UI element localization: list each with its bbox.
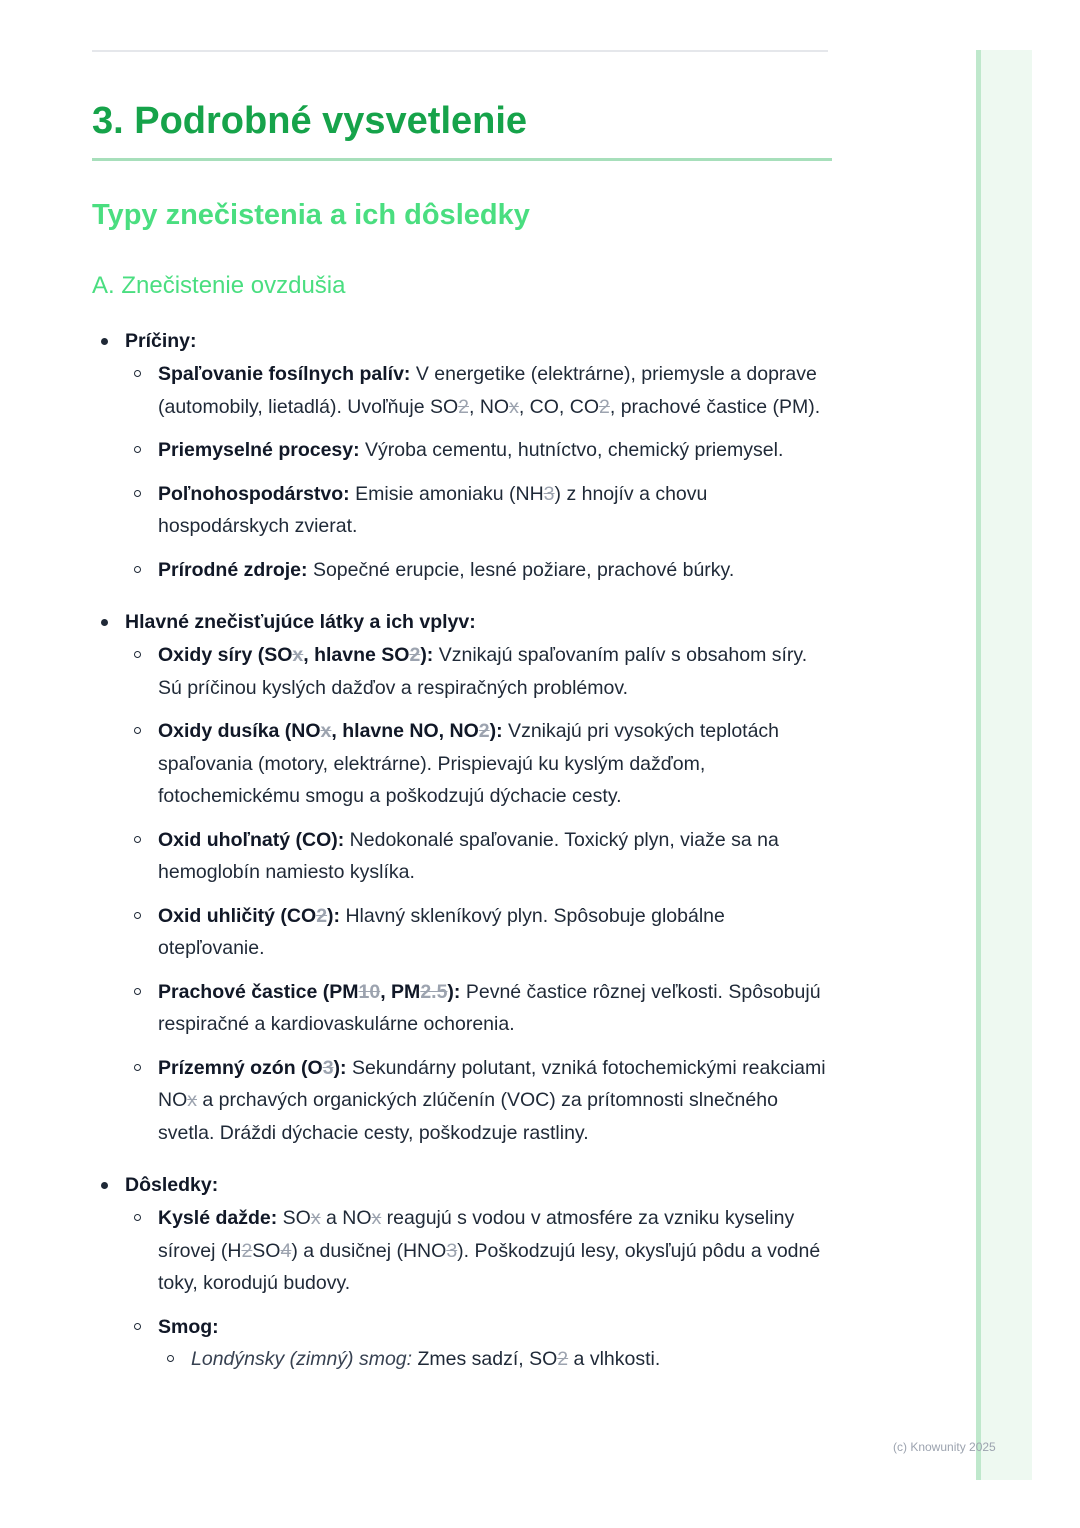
pollutants-label: Hlavné znečisťujúce látky a ich vplyv: — [125, 611, 476, 633]
pollutants-list — [125, 639, 832, 1149]
top-divider — [92, 50, 828, 52]
item-text: reagujú s vodou v atmosfére za vzniku kyseliny sírovej (H — [158, 1207, 795, 1262]
item-text: a vlhkosti. — [568, 1348, 661, 1370]
effects-label: Dôsledky: — [125, 1174, 219, 1196]
causes-list — [125, 358, 832, 586]
item-label: Londýnsky (zimný) smog: — [191, 1348, 413, 1370]
page-title: 3. Podrobné vysvetlenie — [92, 96, 832, 161]
subscript: 2 — [599, 395, 610, 418]
list-item — [125, 900, 832, 965]
section-heading: A. Znečistenie ovzdušia — [92, 272, 346, 299]
item-label — [158, 720, 503, 742]
label-part: , hlavne NO, NO — [331, 720, 479, 742]
item-text: Sekundárny polutant, vzniká fotochemickými reakciami NO — [158, 1056, 826, 1111]
item-text: Výroba cementu, hutníctvo, chemický priemysel. — [359, 439, 784, 461]
list-item — [125, 434, 832, 467]
subscript: x — [187, 1089, 197, 1111]
list-item-causes — [92, 325, 832, 586]
item-text: SO — [277, 1207, 311, 1229]
item-text: Zmes sadzí, SO — [412, 1348, 558, 1370]
list-item — [125, 824, 832, 889]
subscript: 2 — [557, 1348, 569, 1370]
item-label: Priemyselné procesy: — [158, 439, 360, 461]
item-text: ) z hnojív a chovu hospodárskych zvierat. — [158, 482, 708, 537]
list-item-effects — [92, 1169, 832, 1376]
main-list — [92, 325, 832, 1376]
subscript: 3 — [446, 1239, 458, 1262]
item-text: Nedokonalé spaľovanie. Toxický plyn, viaže sa na hemoglobín namiesto kyslíka. — [158, 828, 779, 883]
label-part: Prízemný ozón (O — [158, 1056, 323, 1079]
subscript: x — [320, 720, 332, 742]
item-label: Poľnohospodárstvo: — [158, 482, 350, 505]
causes-label: Príčiny: — [125, 330, 197, 352]
label-part: ): — [333, 1056, 347, 1079]
item-text: , NO — [469, 395, 510, 418]
label-part: , hlavne SO — [303, 644, 410, 666]
item-label: Oxid uhoľnatý (CO): — [158, 828, 345, 851]
label-part: Oxid uhličitý (CO — [158, 904, 317, 927]
subscript: 2 — [316, 904, 328, 927]
item-label — [158, 1057, 347, 1079]
copyright-footer: (c) Knowunity 2025 — [893, 1440, 996, 1454]
item-label: Spaľovanie fosílnych palív: — [158, 363, 411, 385]
item-text: , prachové častice (PM). — [609, 395, 821, 418]
label-part: Oxidy síry (SO — [158, 644, 293, 666]
label-part: ): — [420, 644, 434, 666]
item-text: V energetike (elektrárne), priemysle a doprave (automobily, lietadlá). Uvoľňuje SO — [158, 363, 817, 418]
effects-list — [125, 1202, 832, 1376]
subscript: 2 — [409, 644, 421, 666]
item-text: ). Poškodzujú lesy, okysľujú pôdu a vodné toky, korodujú budovy. — [158, 1239, 821, 1294]
item-text: Hlavný skleníkový plyn. Spôsobuje globálne otepľovanie. — [158, 904, 725, 959]
item-text: a NO — [320, 1207, 372, 1229]
item-label — [158, 905, 340, 927]
item-text: SO — [252, 1239, 281, 1262]
item-text: Emisie amoniaku (NH — [349, 482, 544, 505]
label-part: ): — [447, 980, 461, 1003]
item-text: , CO, CO — [518, 395, 600, 418]
subscript: x — [371, 1207, 382, 1229]
list-item — [125, 976, 832, 1041]
list-item — [125, 1311, 832, 1376]
list-item — [125, 358, 832, 423]
list-item — [158, 1343, 832, 1376]
list-item — [125, 1052, 832, 1150]
document-content — [92, 96, 832, 1396]
item-text: Vznikajú spaľovaním palív s obsahom síry. Sú príčinou kyslých dažďov a respiračných problémov. — [158, 644, 808, 699]
list-item — [125, 554, 832, 587]
label-part: ): — [489, 720, 503, 742]
subscript: 2 — [478, 720, 490, 742]
list-item — [125, 639, 832, 704]
side-panel — [976, 50, 1032, 1480]
item-label — [158, 981, 460, 1003]
subscript: 3 — [543, 482, 555, 505]
item-text: a prchavých organických zlúčenín (VOC) za prítomnosti slnečného svetla. Dráždi dýchacie cesty, poškodzuje rastliny. — [158, 1089, 778, 1144]
subscript: 2 — [241, 1239, 253, 1262]
subscript: 10 — [358, 980, 381, 1003]
subscript: x — [310, 1207, 321, 1229]
subscript: x — [292, 644, 304, 666]
list-item — [125, 715, 832, 813]
item-label: Smog: — [158, 1315, 219, 1338]
label-part: Prachové častice (PM — [158, 980, 359, 1003]
label-part: ): — [327, 904, 341, 927]
list-item-pollutants — [92, 606, 832, 1149]
item-text: Pevné častice rôznej veľkosti. Spôsobujú respiračné a kardiovaskulárne ochorenia. — [158, 980, 821, 1035]
item-label: Prírodné zdroje: — [158, 558, 308, 581]
subscript: 3 — [322, 1056, 334, 1079]
side-accent-bar — [976, 50, 981, 1480]
list-item — [125, 1202, 832, 1300]
smog-list — [158, 1343, 832, 1376]
list-item — [125, 478, 832, 543]
label-part: , PM — [380, 980, 421, 1003]
item-text: Vznikajú pri vysokých teplotách spaľovania (motory, elektrárne). Prispievajú ku kyslým dažďom, fotochemickému smogu a poškodzujú dýchacie cesty. — [158, 720, 780, 807]
subscript: x — [509, 395, 519, 418]
item-text: Sopečné erupcie, lesné požiare, prachové búrky. — [307, 558, 735, 581]
subscript: 4 — [280, 1239, 292, 1262]
subscript: 2 — [458, 395, 469, 418]
subscript: 2.5 — [420, 980, 448, 1003]
label-part: Oxidy dusíka (NO — [158, 720, 321, 742]
item-label: Kyslé dažde: — [158, 1207, 278, 1229]
item-label — [158, 644, 433, 666]
section-subtitle: Typy znečistenia a ich dôsledky — [92, 199, 530, 231]
item-text: ) a dusičnej (HNO — [291, 1239, 447, 1262]
